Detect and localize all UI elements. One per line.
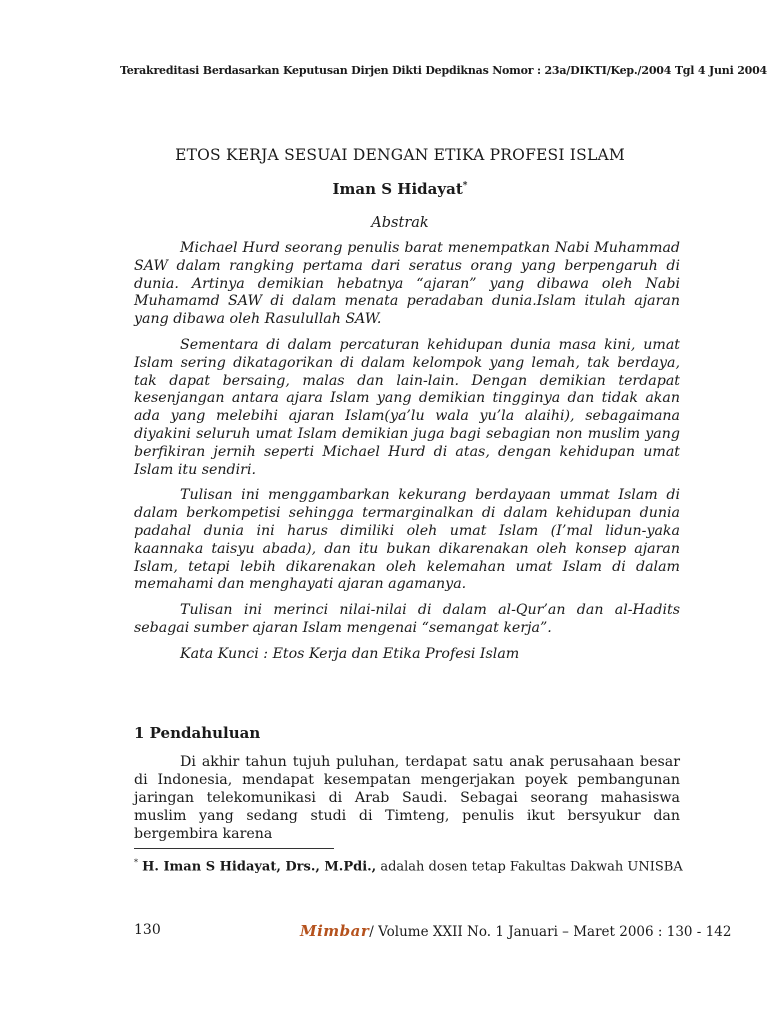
abstract-heading: Abstrak [371, 215, 429, 231]
footnote-divider [134, 848, 334, 849]
footnote-text: adalah dosen tetap Fakultas Dakwah UNISBA [376, 859, 683, 875]
body-paragraph: Di akhir tahun tujuh puluhan, terdapat satu anak perusahaan besar di Indonesia, mendapat kesempatan mengerjakan poyek pembangunan jaringan telekomunikasi di Arab Saudi. Sebagai seorang mahasiswa muslim yang sedang studi di Timteng, penulis ikut bersyukur dan bergembira karena [134, 754, 680, 842]
abstract-paragraph: Tulisan ini merinci nilai-nilai di dalam al-Qur’an dan al-Hadits sebagai sumber ajaran Islam mengenai “semangat kerja”. [134, 602, 680, 636]
journal-info: / Volume XXII No. 1 Januari – Maret 2006 : 130 - 142 [369, 924, 732, 940]
article-title: ETOS KERJA SESUAI DENGAN ETIKA PROFESI ISLAM [175, 146, 625, 164]
accreditation-header: Terakreditasi Berdasarkan Keputusan Dirjen Dikti Depdiknas Nomor : 23a/DIKTI/Kep./2004 Tgl 4 Juni 2004 [120, 64, 768, 77]
article-author [120, 180, 680, 198]
section-body [134, 754, 680, 844]
section-heading: 1 Pendahuluan [134, 724, 261, 742]
abstract-keywords: Kata Kunci : Etos Kerja dan Etika Profesi Islam [180, 645, 520, 662]
footnote-author: H. Iman S Hidayat, Drs., M.Pdi., [142, 859, 377, 875]
abstract-paragraph: Tulisan ini menggambarkan kekurang berdayaan ummat Islam di dalam berkompetisi sehingga termarginalkan di dalam kehidupan dunia padahal dunia ini harus dimiliki oleh umat Islam (I’mal lidun-yaka kaannaka taisyu abada), dan itu bukan dikarenakan oleh konsep ajaran Islam, tetapi lebih dikarenakan oleh kelemahan umat Islam di dalam memahami dan menghayati ajaran agamanya. [134, 487, 680, 593]
author-footnote-mark: * [462, 181, 468, 191]
footnote-mark: * [134, 858, 138, 867]
abstract-body [134, 240, 680, 672]
abstract-paragraph: Sementara di dalam percaturan kehidupan dunia masa kini, umat Islam sering dikatagorikan di dalam kelompok yang lemah, tak berdaya, tak dapat bersaing, malas dan lain-lain. Dengan demikian terdapat kesenjangan antara ajara Islam yang demikian tingginya dan tidak akan ada yang melebihi ajaran Islam(ya’lu wala yu’la alaihi), sebagaimana diyakini seluruh umat Islam demikian juga bagi sebagian non muslim yang berfikiran jernih seperti Michael Hurd di atas, dengan kehidupan umat Islam itu sendiri. [134, 336, 680, 478]
journal-logo: Mimbar [300, 922, 370, 940]
author-name: Iman S Hidayat [332, 180, 463, 198]
page-number: 130 [134, 922, 161, 938]
abstract-paragraph: Michael Hurd seorang penulis barat menempatkan Nabi Muhammad SAW dalam rangking pertama dari seratus orang yang berpengaruh di dunia. Artinya demikian hebatnya “ajaran” yang dibawa oleh Nabi Muhamamd SAW di dalam menata peradaban dunia.Islam itulah ajaran yang dibawa oleh Rasulullah SAW. [134, 240, 680, 328]
journal-footer [300, 922, 732, 940]
footnote [134, 858, 694, 874]
